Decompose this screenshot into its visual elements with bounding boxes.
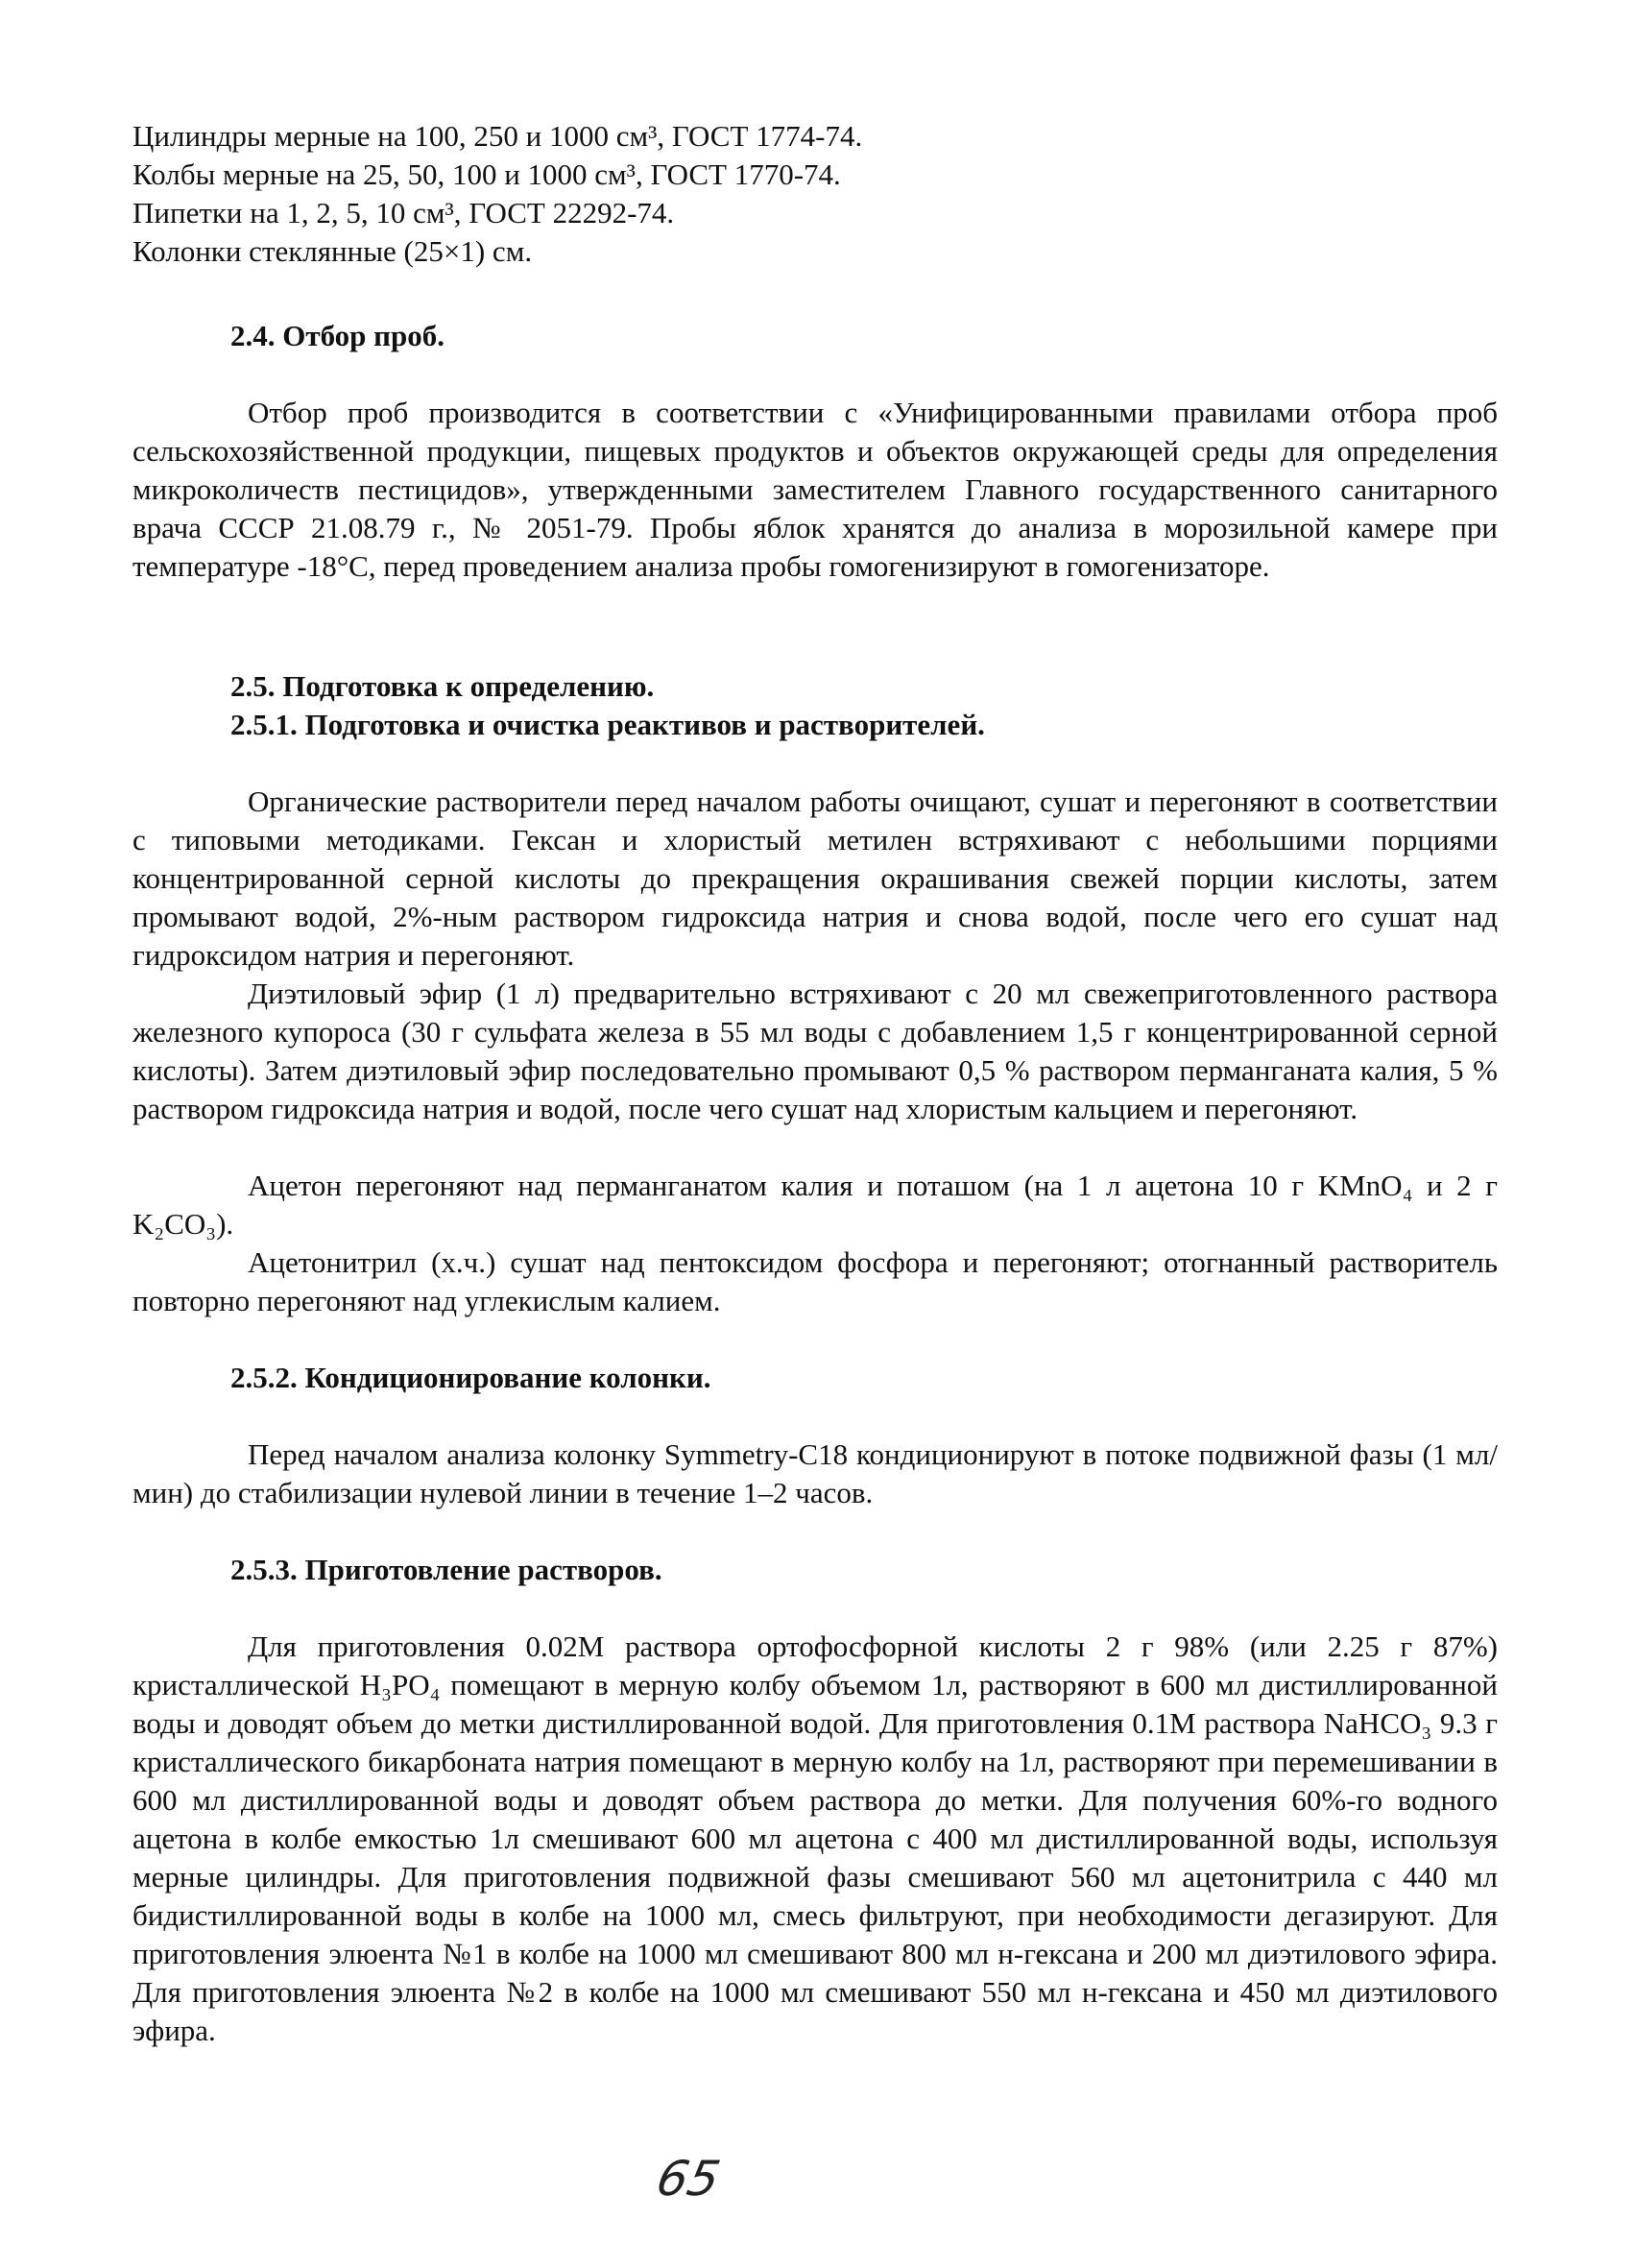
paragraph: Отбор проб производится в соответствии с «Унифицированными правилами отбора проб сельскохозяйственной продукции, пищевых продуктов и объектов окружающей среды для определения микроколичеств пестицидов», утвержденными заместителем Главного государственного санитарного врача СССР 21.08.79 г., № 2051-79. Пробы яблок хранятся до анализа в морозильной камере при температуре -18°С, перед проведением анализа пробы гомогенизируют в гомогенизаторе. xyxy=(132,396,1498,583)
paragraph: Диэтиловый эфир (1 л) предварительно встряхивают с 20 мл свежеприготовленного раствора железного купороса (30 г сульфата железа в 55 мл воды с добавлением 1,5 г концентрированной серной кислоты). Затем диэтиловый эфир последовательно промывают 0,5 % раствором перманганата калия, 5 % раствором гидроксида натрия и водой, после чего сушат над хлористым кальцием и перегоняют. xyxy=(132,977,1498,1125)
subsection-heading: 2.5.1. Подготовка и очистка реактивов и растворителей. xyxy=(230,708,985,741)
equipment-list xyxy=(132,117,1498,271)
section-heading: 2.5.2. Кондиционирование колонки. xyxy=(230,1361,711,1394)
paragraph: Ацетонитрил (х.ч.) сушат над пентоксидом фосфора и перегоняют; отогнанный растворитель повторно перегоняют над углекислым калием. xyxy=(132,1245,1498,1317)
section-heading: 2.4. Отбор проб. xyxy=(230,319,445,352)
section-heading: 2.5. Подготовка к определению. xyxy=(230,669,655,703)
section-heading: 2.5.3. Приготовление растворов. xyxy=(230,1553,662,1586)
equipment-item: Пипетки на 1, 2, 5, 10 см³, ГОСТ 22292-74. xyxy=(132,196,675,229)
page-number: 65 xyxy=(651,2151,725,2207)
paragraph: Ацетон перегоняют над перманганатом калия и поташом (на 1 л ацетона 10 г KMnO₄ и 2 г K₂CO₃). xyxy=(132,1169,1498,1241)
equipment-item: Колбы мерные на 25, 50, 100 и 1000 см³, ГОСТ 1770-74. xyxy=(132,157,841,191)
equipment-item: Колонки стеклянные (25×1) см. xyxy=(132,234,533,268)
paragraph: Органические растворители перед началом работы очищают, сушат и перегоняют в соответствии с типовыми методиками. Гексан и хлористый метилен встряхивают с небольшими порциями концентрированной серной кислоты до прекращения окрашивания свежей порции кислоты, затем промывают водой, 2%-ным раствором гидроксида натрия и снова водой, после чего его сушат над гидроксидом натрия и перегоняют. xyxy=(132,784,1498,972)
equipment-item: Цилиндры мерные на 100, 250 и 1000 см³, ГОСТ 1774-74. xyxy=(132,119,863,153)
paragraph: Перед началом анализа колонку Symmetry-C18 кондиционируют в потоке подвижной фазы (1 мл/мин) до стабилизации нулевой линии в течение 1–2 часов. xyxy=(132,1437,1498,1509)
paragraph: Для приготовления 0.02М раствора ортофосфорной кислоты 2 г 98% (или 2.25 г 87%) кристаллической H₃PO₄ помещают в мерную колбу объемом 1л, растворяют в 600 мл дистиллированной воды и доводят объем до метки дистиллированной водой. Для приготовления 0.1М раствора NaHCO₃ 9.3 г кристаллического бикарбоната натрия помещают в мерную колбу на 1л, растворяют при перемешивании в 600 мл дистиллированной воды и доводят объем раствора до метки. Для получения 60%-го водного ацетона в колбе емкостью 1л смешивают 600 мл ацетона с 400 мл дистиллированной воды, используя мерные цилиндры. Для приготовления подвижной фазы смешивают 560 мл ацетонитрила с 440 мл бидистиллированной воды в колбе на 1000 мл, смесь фильтруют, при необходимости дегазируют. Для приготовления элюента №1 в колбе на 1000 мл смешивают 800 мл н-гексана и 200 мл диэтилового эфира. Для приготовления элюента №2 в колбе на 1000 мл смешивают 550 мл н-гексана и 450 мл диэтилового эфира. xyxy=(132,1629,1498,2047)
